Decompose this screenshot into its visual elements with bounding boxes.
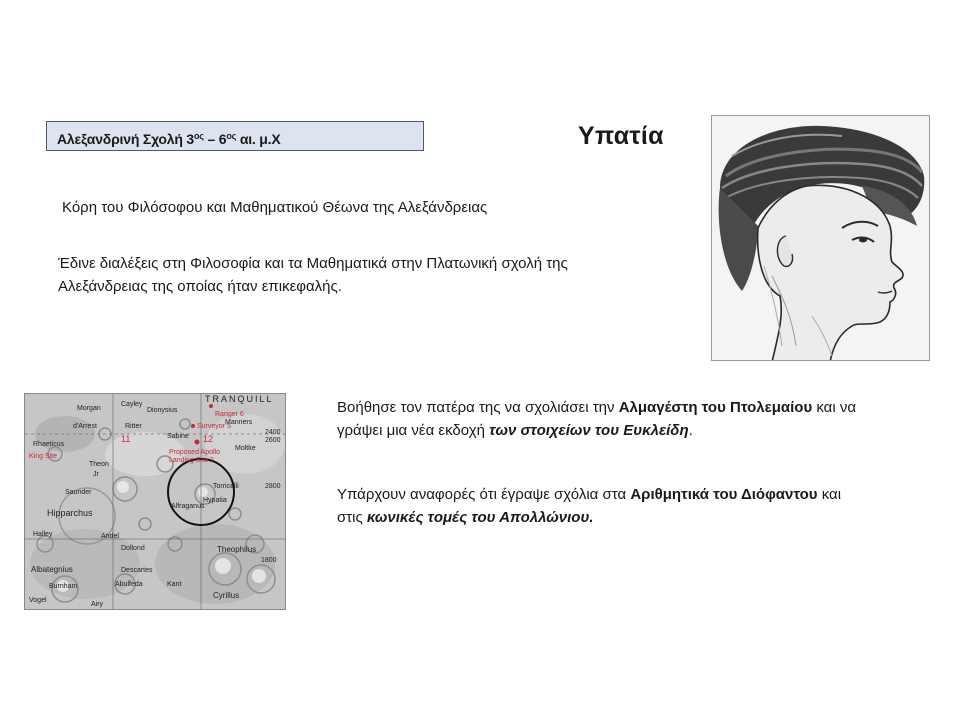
euclid-elements-emphasis: των στοιχείων του Ευκλείδη xyxy=(489,422,689,439)
map-label: King Site xyxy=(29,453,58,460)
map-label: Jr xyxy=(93,471,99,478)
map-label: Landing Site 2 xyxy=(169,457,214,464)
conics-emphasis: κωνικές τομές του Απολλώνιου. xyxy=(366,509,594,526)
map-label: Hipparchus xyxy=(47,508,93,518)
map-label: Ritter xyxy=(125,423,142,430)
map-label: Hypatia xyxy=(203,497,227,504)
text-run: και να γράψει μια νέα εκδοχή xyxy=(337,399,857,439)
map-label: Ranger 6 xyxy=(215,411,244,418)
map-label: Airy xyxy=(91,601,104,608)
paragraph-daughter: Κόρη του Φιλόσοφου και Μαθηματικού Θέωνα της Αλεξάνδρειας xyxy=(62,199,488,216)
text-run: Υπάρχουν αναφορές ότι έγραψε σχόλια στα xyxy=(337,486,631,503)
map-label: Andel xyxy=(101,533,119,540)
moon-map xyxy=(25,394,286,610)
arithmetica-emphasis: Αριθμητικά του Διόφαντου xyxy=(630,486,818,503)
map-label: Saunder xyxy=(65,489,92,496)
map-label: Moltke xyxy=(235,445,256,452)
map-label: 1800 xyxy=(261,557,277,564)
school-text: Αλεξανδρινή Σχολή 3 xyxy=(57,131,194,147)
text-run: . xyxy=(688,422,693,439)
map-label: Proposed Apollo xyxy=(169,449,220,456)
map-label: Dionysius xyxy=(147,407,178,414)
map-label: Abulfeda xyxy=(115,581,143,588)
map-label: 2800 xyxy=(265,483,281,490)
map-label: Cyrillus xyxy=(213,591,240,600)
map-label: Theophilus xyxy=(217,545,257,554)
map-label: Halley xyxy=(33,531,53,538)
hypatia-portrait-image xyxy=(711,115,930,361)
map-label: 2600 xyxy=(265,437,281,444)
map-label: Kant xyxy=(167,581,182,588)
paragraph-lectures: Έδινε διαλέξεις στη Φιλοσοφία και τα Μαθηματικά στην Πλατωνική σχολή της Αλεξάνδρειας της οποίας ήταν επικεφαλής. xyxy=(58,255,568,295)
map-label: Cayley xyxy=(121,401,143,408)
moon-map-image xyxy=(24,393,286,610)
map-label: 11 xyxy=(121,434,131,444)
map-label: Descartes xyxy=(121,567,153,574)
map-label: Burnham xyxy=(49,583,78,590)
map-label: Theon xyxy=(89,461,109,468)
paragraph-almagest xyxy=(337,396,857,442)
text-run: Βοήθησε τον πατέρα της να σχολιάσει την xyxy=(337,399,619,416)
school-text: αι. μ.Χ xyxy=(236,131,281,147)
paragraph-commentaries xyxy=(337,483,857,529)
slide-title: Υπατία xyxy=(578,122,664,150)
school-text: – 6 xyxy=(203,131,227,147)
map-label: Albategnius xyxy=(31,565,73,574)
map-label: Vogel xyxy=(29,597,47,604)
ordinal-suffix: ος xyxy=(194,131,204,141)
map-label: Surveyor 5 xyxy=(197,423,231,430)
map-label: Torricelli xyxy=(213,483,239,490)
map-label: Alfraganus xyxy=(171,503,205,510)
ordinal-suffix: ος xyxy=(226,131,237,141)
map-label: Dollond xyxy=(121,545,145,552)
map-label: Rhaeticus xyxy=(33,441,65,448)
map-label: Manners xyxy=(225,419,253,426)
map-label: Sabine xyxy=(167,433,189,440)
text-run: και στις xyxy=(337,486,842,526)
map-label: Morgan xyxy=(77,405,101,412)
map-label: d'Arrest xyxy=(73,423,97,430)
map-label: 12 xyxy=(203,434,214,444)
portrait-sketch xyxy=(712,116,930,361)
map-label: TRANQUILL xyxy=(205,394,274,404)
school-period-box xyxy=(46,121,424,151)
almagest-emphasis: Αλμαγέστη του Πτολεμαίου xyxy=(618,399,813,416)
map-label: 2400 xyxy=(265,429,281,436)
